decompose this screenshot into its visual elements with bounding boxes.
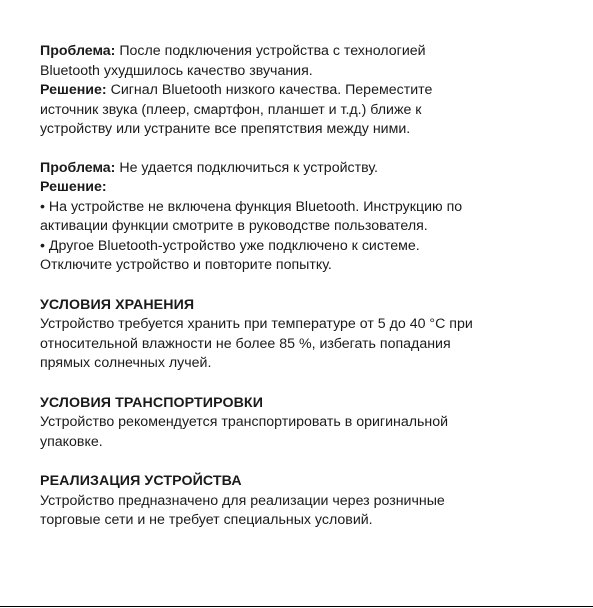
page-bottom-divider <box>0 606 593 607</box>
problem-label: Проблема: <box>40 159 116 176</box>
section-text: торговые сети и не требует специальных условий. <box>40 512 373 528</box>
section-text: упаковке. <box>40 433 103 450</box>
section-text: Устройство требуется хранить при температуре от 5 до 40 °С при <box>40 316 473 332</box>
section-text: Устройство рекомендуется транспортировать в оригинальной <box>40 414 449 430</box>
section-storage <box>40 296 560 374</box>
section-heading: УСЛОВИЯ ХРАНЕНИЯ <box>40 296 195 313</box>
solution-label: Решение: <box>40 179 107 195</box>
document-body <box>40 42 560 531</box>
problem-label: Проблема: <box>40 43 116 59</box>
solution-text: устройству или устраните все препятствия между ними. <box>40 121 411 137</box>
troubleshoot-item-connection <box>40 159 560 276</box>
solution-text: • Другое Bluetooth-устройство уже подключено к системе. <box>40 237 420 254</box>
solution-line <box>40 81 560 101</box>
section-text: относительной влажности не более 85 %, избегать попадания <box>40 335 451 352</box>
problem-text: Не удается подключиться к устройству. <box>115 159 378 176</box>
troubleshoot-item-sound-quality <box>40 42 560 140</box>
problem-text: Bluetooth ухудшилось качество звучания. <box>40 62 313 79</box>
section-text: прямых солнечных лучей. <box>40 355 212 371</box>
problem-text: После подключения устройства с технологией <box>115 43 426 59</box>
solution-text: источник звука (плеер, смартфон, планшет и т.д.) ближе к <box>40 101 422 118</box>
section-heading: УСЛОВИЯ ТРАНСПОРТИРОВКИ <box>40 394 263 411</box>
section-transport <box>40 394 560 453</box>
solution-text: • На устройстве не включена функция Bluetooth. Инструкцию по <box>40 198 463 215</box>
solution-text: Сигнал Bluetooth низкого качества. Переместите <box>106 82 433 98</box>
problem-line <box>40 159 560 179</box>
solution-label: Решение: <box>40 82 107 98</box>
solution-text: активации функции смотрите в руководстве пользователя. <box>40 218 428 234</box>
section-sales <box>40 472 560 531</box>
problem-line <box>40 42 560 62</box>
section-text: Устройство предназначено для реализации через розничные <box>40 492 445 509</box>
section-heading: РЕАЛИЗАЦИЯ УСТРОЙСТВА <box>40 473 242 489</box>
solution-text: Отключите устройство и повторите попытку. <box>40 257 332 273</box>
